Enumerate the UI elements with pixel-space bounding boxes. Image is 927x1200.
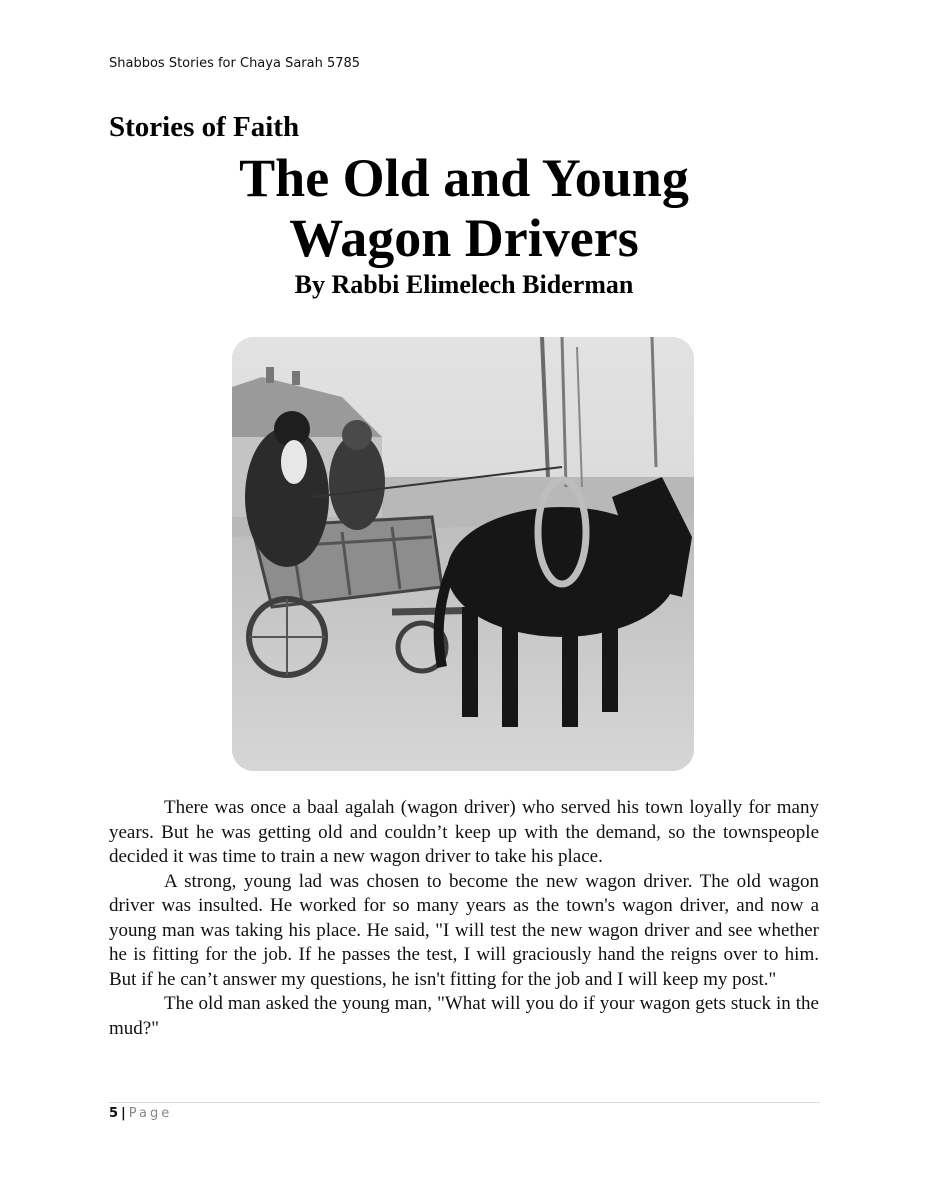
article-body: [109, 796, 819, 1041]
running-header: Shabbos Stories for Chaya Sarah 5785: [109, 56, 361, 71]
body-paragraph-2: A strong, young lad was chosen to become the new wagon driver. The old wagon driver was insulted. He worked for so many years as the town's wagon driver, and now a young man was taking his place. He said, "I will test the new wagon driver and see whether he is fitting for the job. If he passes the test, I will graciously hand the reigns over to him. But if he can’t answer my questions, he isn't fitting for the job and I will keep my post.": [109, 870, 819, 990]
footer-divider: [109, 1102, 820, 1103]
article-title-line-1: The Old and Young: [239, 148, 689, 208]
section-label: Stories of Faith: [109, 111, 300, 143]
wagon-photo: [232, 337, 694, 771]
body-paragraph-1: There was once a baal agalah (wagon driver) who served his town loyally for many years. But he was getting old and couldn’t keep up with the demand, so the townspeople decided it was time to train a new wagon driver to take his place.: [109, 797, 819, 867]
page-footer: [109, 1106, 172, 1121]
article-title: [109, 148, 819, 268]
body-paragraph-3: The old man asked the young man, "What will you do if your wagon gets stuck in the mud?": [109, 993, 819, 1039]
article-title-line-2: Wagon Drivers: [289, 208, 639, 268]
page-number: 5: [109, 1106, 119, 1121]
page-label: Page: [128, 1106, 173, 1121]
byline: By Rabbi Elimelech Biderman: [294, 270, 634, 299]
footer-separator: |: [121, 1106, 126, 1121]
